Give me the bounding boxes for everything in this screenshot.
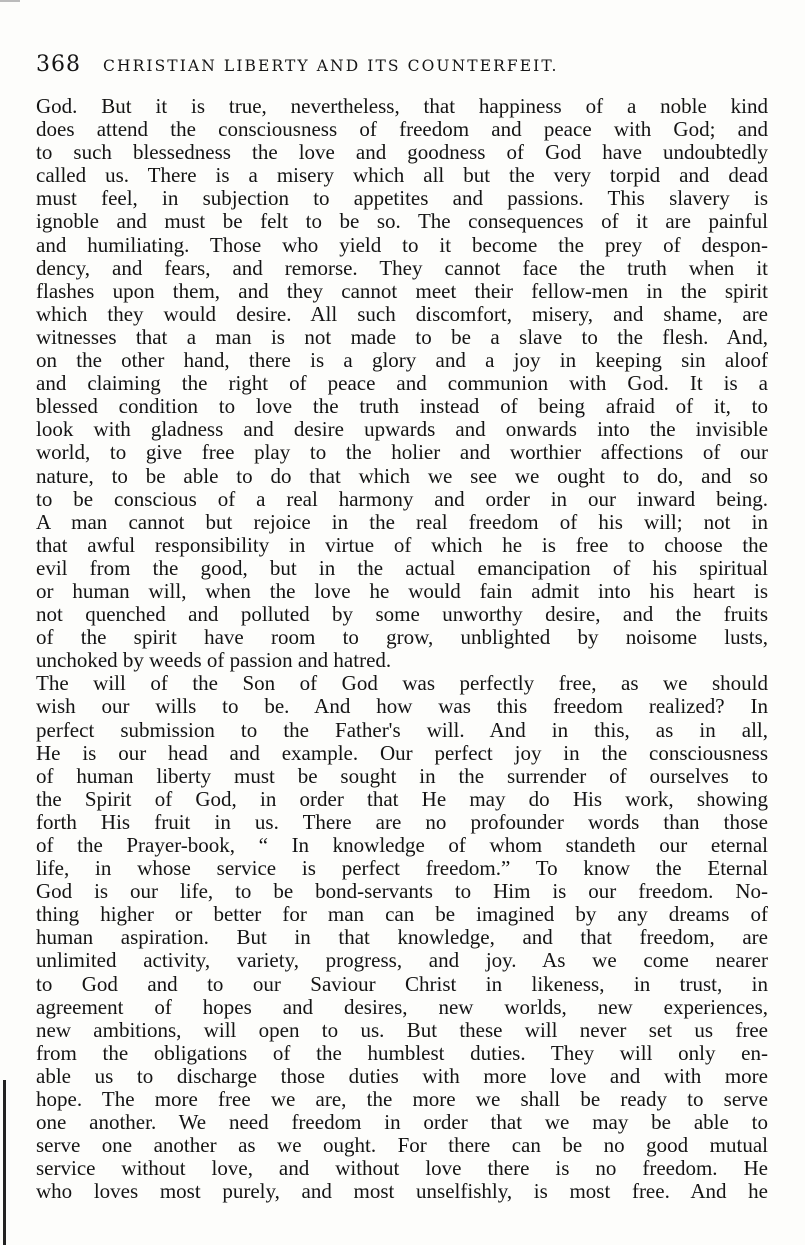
book-page [36, 52, 768, 1204]
text-line: dency, and fears, and remorse. They cannot face the truth when it [36, 255, 768, 280]
text-line: perfect submission to the Father's will. And in this, as in all, [36, 717, 768, 742]
text-line: blessed condition to love the truth instead of being afraid of it, to [36, 394, 768, 419]
text-line: does attend the consciousness of freedom and peace with God; and [36, 117, 768, 142]
text-line: life, in whose service is perfect freedom.” To know the Eternal [36, 856, 768, 881]
text-line: serve one another as we ought. For there can be no good mutual [36, 1133, 768, 1158]
text-line: look with gladness and desire upwards and onwards into the invisible [36, 417, 768, 442]
text-line: which they would desire. All such discomfort, misery, and shame, are [36, 301, 768, 326]
text-line: agreement of hopes and desires, new worlds, new experiences, [36, 994, 768, 1019]
text-line: of human liberty must be sought in the surrender of ourselves to [36, 763, 768, 788]
page-edge-rule [3, 1080, 6, 1245]
text-line: to be conscious of a real harmony and order in our inward being. [36, 486, 768, 511]
text-line: one another. We need freedom in order that we may be able to [36, 1110, 768, 1135]
text-line: flashes upon them, and they cannot meet their fellow-men in the spirit [36, 278, 768, 303]
text-line: forth His fruit in us. There are no profounder words than those [36, 809, 768, 834]
running-title: CHRISTIAN LIBERTY AND ITS COUNTERFEIT. [103, 57, 559, 75]
text-line: who loves most purely, and most unselfishly, is most free. And he [36, 1179, 768, 1204]
text-line: of the Prayer-book, “ In knowledge of whom standeth our eternal [36, 833, 768, 857]
text-line: not quenched and polluted by some unworthy desire, and the fruits [36, 602, 768, 627]
text-line: nature, to be able to do that which we see we ought to do, and so [36, 463, 768, 488]
text-line: unlimited activity, variety, progress, and joy. As we come nearer [36, 948, 768, 973]
text-line: that awful responsibility in virtue of which he is free to choose the [36, 532, 768, 557]
text-line: human aspiration. But in that knowledge, and that freedom, are [36, 925, 768, 950]
text-line: God. But it is true, nevertheless, that happiness of a noble kind [36, 94, 768, 118]
text-line: of the spirit have room to grow, unblighted by noisome lusts, [36, 625, 768, 650]
text-line: on the other hand, there is a glory and a joy in keeping sin aloof [36, 348, 768, 373]
text-line: He is our head and example. Our perfect joy in the consciousness [36, 740, 768, 765]
text-line: service without love, and without love there is no freedom. He [36, 1156, 768, 1181]
text-line: hope. The more free we are, the more we shall be ready to serve [36, 1087, 768, 1112]
text-line: and claiming the right of peace and communion with God. It is a [36, 371, 768, 396]
text-line: witnesses that a man is not made to be a slave to the flesh. And, [36, 324, 768, 349]
text-line: A man cannot but rejoice in the real freedom of his will; not in [36, 509, 768, 534]
text-line: and humiliating. Those who yield to it become the prey of despon- [36, 232, 768, 257]
text-line: God is our life, to be bond-servants to Him is our freedom. No- [36, 879, 768, 904]
text-line: wish our wills to be. And how was this freedom realized? In [36, 694, 768, 719]
text-line: thing higher or better for man can be imagined by any dreams of [36, 902, 768, 927]
text-line: unchoked by weeds of passion and hatred. [36, 648, 392, 673]
text-line: must feel, in subjection to appetites and passions. This slavery is [36, 186, 768, 211]
text-line: called us. There is a misery which all but the very torpid and dead [36, 163, 768, 188]
text-line: evil from the good, but in the actual emancipation of his spiritual [36, 555, 768, 580]
text-line: new ambitions, will open to us. But these will never set us free [36, 1017, 768, 1042]
text-line: The will of the Son of God was perfectly free, as we should [36, 671, 768, 696]
scan-corner-mark [0, 0, 20, 2]
text-line: the Spirit of God, in order that He may do His work, showing [36, 786, 768, 811]
text-line: ignoble and must be felt to be so. The consequences of it are painful [36, 209, 768, 234]
text-line: able us to discharge those duties with more love and with more [36, 1063, 768, 1088]
text-line: to such blessedness the love and goodness of God have undoubtedly [36, 140, 768, 165]
page-number: 368 [36, 52, 81, 77]
text-line: or human will, when the love he would fain admit into his heart is [36, 578, 768, 603]
text-line: from the obligations of the humblest duties. They will only en- [36, 1040, 768, 1065]
body-text [36, 95, 768, 1204]
text-line: world, to give free play to the holier and worthier affections of our [36, 440, 768, 465]
running-head [36, 52, 768, 86]
text-line: to God and to our Saviour Christ in likeness, in trust, in [36, 971, 768, 996]
